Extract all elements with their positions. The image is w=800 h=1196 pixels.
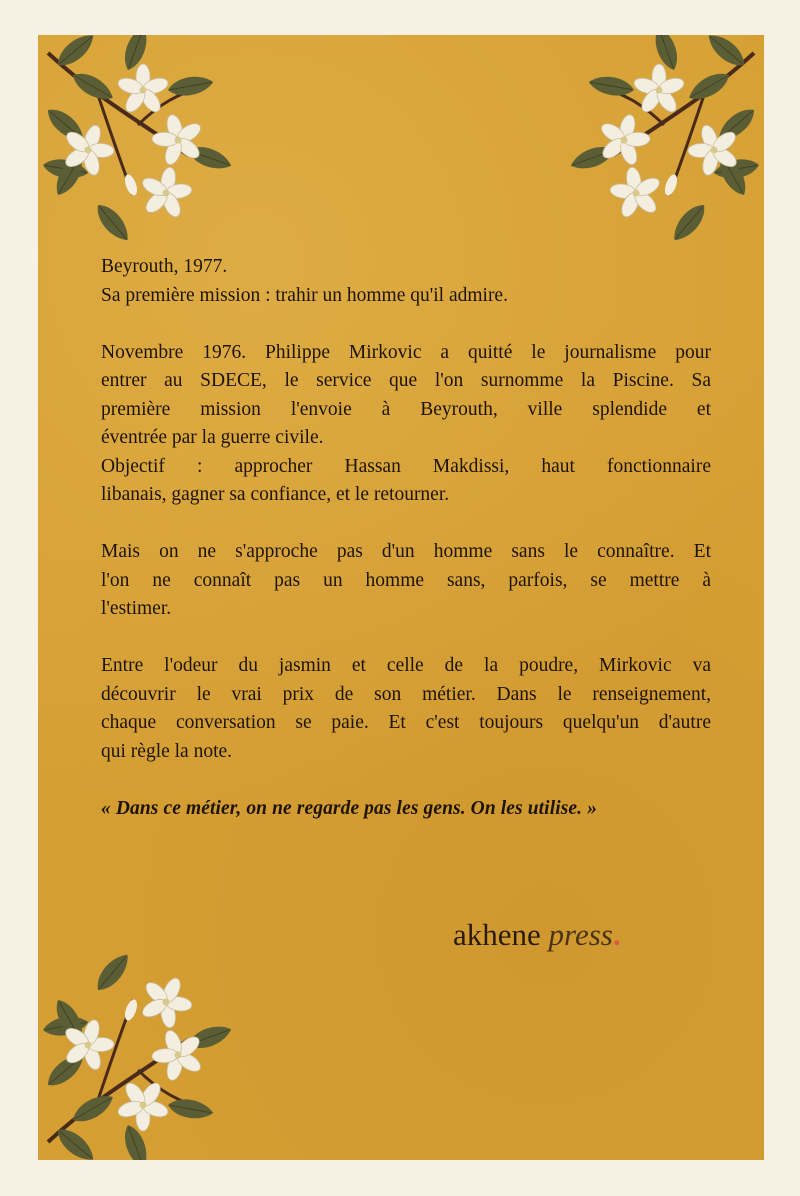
publisher-dot: . — [612, 917, 621, 952]
paragraph-2-line: l'estimer. — [101, 598, 172, 619]
paragraph-3-line: chaque conversation se paie. Et c'est toujours quelqu'un d'autre — [101, 712, 711, 733]
paragraph-3-line: Entre l'odeur du jasmin et celle de la poudre, Mirkovic va — [101, 655, 711, 676]
blurb — [101, 253, 711, 823]
jasmine-branch-icon — [38, 35, 248, 255]
paragraph-1-line: éventrée par la guerre civile. — [101, 427, 324, 448]
paragraph-1-line: première mission l'envoie à Beyrouth, ville splendide et — [101, 398, 711, 420]
publisher-logo — [453, 917, 621, 953]
paragraph-2 — [101, 538, 711, 624]
paragraph-1-line: Novembre 1976. Philippe Mirkovic a quitté le journalisme pour — [101, 341, 711, 363]
paragraph-3 — [101, 652, 711, 766]
intro — [101, 253, 711, 310]
place-date: Beyrouth, 1977. — [101, 256, 228, 277]
paragraph-1-line: entrer au SDECE, le service que l'on surnomme la Piscine. Sa — [101, 370, 711, 391]
jasmine-branch-icon — [38, 950, 248, 1160]
objective-line: libanais, gagner sa confiance, et le retourner. — [101, 484, 450, 505]
tagline: Sa première mission : trahir un homme qu'il admire. — [101, 284, 508, 306]
quote: « Dans ce métier, on ne regarde pas les gens. On les utilise. » — [101, 797, 597, 819]
paragraph-2-line: Mais on ne s'approche pas d'un homme sans le connaître. Et — [101, 541, 711, 562]
paragraph-3-line: découvrir le vrai prix de son métier. Dans le renseignement, — [101, 683, 711, 705]
objective-line: Objectif : approcher Hassan Makdissi, haut fonctionnaire — [101, 455, 711, 477]
publisher-name: akhene — [453, 917, 541, 952]
back-cover — [38, 35, 764, 1160]
paragraph-3-line: qui règle la note. — [101, 740, 233, 762]
jasmine-branch-icon — [554, 35, 764, 255]
paragraph-1 — [101, 339, 711, 510]
paragraph-2-line: l'on ne connaît pas un homme sans, parfois, se mettre à — [101, 569, 711, 591]
publisher-suffix: press — [548, 917, 613, 952]
